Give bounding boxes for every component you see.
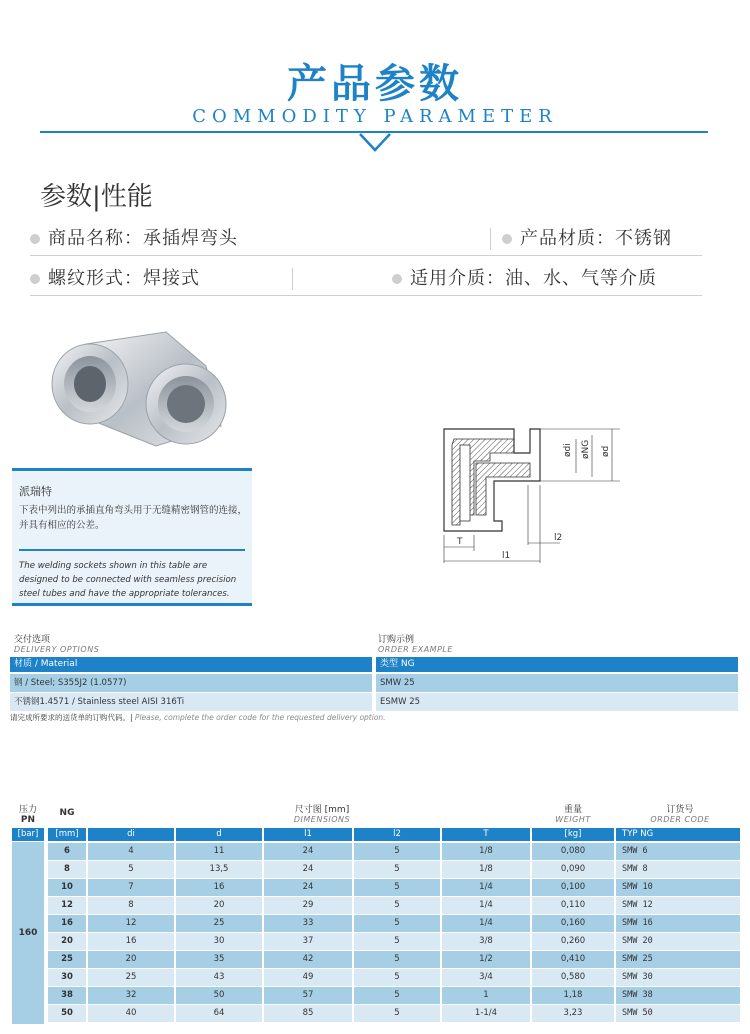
col-header-l2: l2 (354, 828, 440, 841)
pn-column (12, 842, 44, 1024)
table-row (48, 987, 740, 1004)
table-row (48, 861, 740, 878)
cell-ng: 16 (48, 915, 86, 932)
bullet-icon (502, 234, 512, 244)
cell-kg: 1,18 (532, 987, 614, 1004)
info-box-text-en: The welding sockets shown in this table are designed to be connected with seamless precision steel tubes and have the appropriate tolerances. (19, 561, 237, 599)
cell-t: 1/8 (442, 843, 530, 860)
delivery-row: 钢 / Steel; S355J2 (1.0577) (10, 674, 372, 692)
cell-d: 11 (176, 843, 262, 860)
product-image (46, 326, 236, 456)
label-d: ød (601, 445, 611, 457)
bullet-icon (30, 234, 40, 244)
cell-l1: 24 (264, 879, 352, 896)
param-medium: 适用介质：油、水、气等介质 (392, 264, 657, 290)
col-header-kg: [kg] (532, 828, 614, 841)
cell-di: 4 (88, 843, 174, 860)
table-row (48, 843, 740, 860)
cell-t: 1 (442, 987, 530, 1004)
cell-l2: 5 (354, 987, 440, 1004)
table-row (48, 879, 740, 896)
cell-l1: 37 (264, 933, 352, 950)
table-row (48, 915, 740, 932)
param-row-2 (30, 260, 702, 296)
cell-l1: 42 (264, 951, 352, 968)
ng-label: NG (59, 808, 75, 818)
chevron-down-icon (358, 133, 392, 153)
label-l2: l2 (554, 533, 563, 543)
cell-l1: 24 (264, 843, 352, 860)
bullet-icon (30, 274, 40, 284)
cell-l2: 5 (354, 915, 440, 932)
cell-ng: 38 (48, 987, 86, 1004)
cell-d: 25 (176, 915, 262, 932)
bullet-icon (392, 274, 402, 284)
order-header-bar: 类型 NG (376, 657, 738, 672)
cell-l2: 5 (354, 861, 440, 878)
dimensions-label-en: DIMENSIONS (293, 815, 351, 824)
cell-di: 25 (88, 969, 174, 986)
delivery-label-en: DELIVERY OPTIONS (14, 645, 100, 654)
cell-ng: 10 (48, 879, 86, 896)
cell-t: 1/4 (442, 897, 530, 914)
cell-l2: 5 (354, 933, 440, 950)
page-title: 产品参数 (287, 61, 463, 107)
delivery-row: 不锈钢1.4571 / Stainless steel AISI 316Ti (10, 693, 372, 711)
pn-label-en: PN (20, 815, 36, 825)
cell-code: SMW 50 (616, 1005, 740, 1022)
cell-code: SMW 12 (616, 897, 740, 914)
cell-d: 50 (176, 987, 262, 1004)
cell-ng: 30 (48, 969, 86, 986)
param-name: 商品名称：承插焊弯头 (30, 224, 238, 250)
table-row (48, 933, 740, 950)
weight-label-en: WEIGHT (555, 815, 591, 824)
cell-code: SMW 38 (616, 987, 740, 1004)
col-header-di: di (88, 828, 174, 841)
cell-code: SMW 16 (616, 915, 740, 932)
cell-code: SMW 25 (616, 951, 740, 968)
col-header-t: T (442, 828, 530, 841)
pn-label-cn: 压力 (18, 805, 37, 815)
cell-ng: 12 (48, 897, 86, 914)
cell-d: 20 (176, 897, 262, 914)
order-label-cn: 订购示例 (378, 635, 415, 645)
col-header-mm: [mm] (48, 828, 86, 841)
cell-di: 8 (88, 897, 174, 914)
param-separator (292, 268, 293, 290)
cell-ng: 25 (48, 951, 86, 968)
page-subtitle: COMMODITY PARAMETER (192, 106, 558, 127)
info-box-title: 派瑞特 (19, 485, 52, 498)
cell-l1: 29 (264, 897, 352, 914)
cell-kg: 0,160 (532, 915, 614, 932)
delivery-header-bar: 材质 / Material (10, 657, 372, 672)
delivery-label-cn: 交付选项 (14, 635, 51, 645)
cell-l2: 5 (354, 897, 440, 914)
cell-ng: 6 (48, 843, 86, 860)
info-box-text-cn: 下表中列出的承插直角弯头用于无缝精密钢管的连接，并具有相应的公差。 (19, 505, 248, 531)
cell-t: 1/4 (442, 915, 530, 932)
cell-kg: 0,110 (532, 897, 614, 914)
cell-code: SMW 8 (616, 861, 740, 878)
pn-value: 160 (18, 928, 38, 938)
cell-l2: 5 (354, 879, 440, 896)
cell-l2: 5 (354, 969, 440, 986)
param-thread: 螺纹形式：焊接式 (30, 264, 200, 290)
param-separator (490, 228, 491, 250)
order-code-label-en: ORDER CODE (650, 815, 710, 824)
weight-label-cn: 重量 (563, 805, 582, 815)
cell-kg: 0,080 (532, 843, 614, 860)
cell-di: 16 (88, 933, 174, 950)
label-l1: l1 (502, 551, 511, 561)
table-row (48, 969, 740, 986)
cell-kg: 3,23 (532, 1005, 614, 1022)
technical-drawing (430, 415, 630, 565)
cell-t: 3/4 (442, 969, 530, 986)
cell-l1: 33 (264, 915, 352, 932)
cell-d: 30 (176, 933, 262, 950)
dimensions-label-cn: 尺寸图 [mm] (294, 805, 350, 815)
cell-ng: 8 (48, 861, 86, 878)
cell-di: 7 (88, 879, 174, 896)
cell-di: 20 (88, 951, 174, 968)
cell-di: 32 (88, 987, 174, 1004)
col-header-typ: TYP NG (616, 828, 740, 841)
cell-di: 5 (88, 861, 174, 878)
label-ng: øNG (581, 439, 591, 459)
cell-d: 13,5 (176, 861, 262, 878)
cell-t: 3/8 (442, 933, 530, 950)
cell-kg: 0,410 (532, 951, 614, 968)
cell-kg: 0,100 (532, 879, 614, 896)
col-header-l1: l1 (264, 828, 352, 841)
order-code-label-cn: 订货号 (666, 805, 694, 815)
cell-l1: 57 (264, 987, 352, 1004)
section-title: 参数|性能 (40, 182, 153, 212)
cell-t: 1/8 (442, 861, 530, 878)
order-row: ESMW 25 (376, 693, 738, 711)
col-header-bar: [bar] (12, 828, 44, 841)
cell-di: 12 (88, 915, 174, 932)
cell-l1: 24 (264, 861, 352, 878)
cell-l1: 49 (264, 969, 352, 986)
info-box-divider (19, 549, 245, 551)
col-header-d: d (176, 828, 262, 841)
table-row (48, 951, 740, 968)
cell-code: SMW 20 (616, 933, 740, 950)
info-box (12, 468, 252, 606)
order-row: SMW 25 (376, 674, 738, 692)
cell-kg: 0,580 (532, 969, 614, 986)
label-di: ødi (563, 443, 573, 457)
table-row (48, 1005, 740, 1022)
cell-d: 16 (176, 879, 262, 896)
cell-t: 1/2 (442, 951, 530, 968)
cell-code: SMW 6 (616, 843, 740, 860)
cell-t: 1/4 (442, 879, 530, 896)
cell-code: SMW 30 (616, 969, 740, 986)
cell-d: 43 (176, 969, 262, 986)
cell-kg: 0,090 (532, 861, 614, 878)
label-t: T (457, 537, 463, 547)
param-row-1 (30, 220, 702, 256)
cell-t: 1-1/4 (442, 1005, 530, 1022)
cell-code: SMW 10 (616, 879, 740, 896)
cell-di: 40 (88, 1005, 174, 1022)
cell-d: 64 (176, 1005, 262, 1022)
param-material: 产品材质：不锈钢 (502, 224, 672, 250)
cell-kg: 0,260 (532, 933, 614, 950)
cell-ng: 20 (48, 933, 86, 950)
cell-d: 35 (176, 951, 262, 968)
order-note: 请完成所要求的送货单的订购代码。| Please, complete the order code for the requested delivery option. (10, 713, 386, 722)
cell-l2: 5 (354, 843, 440, 860)
cell-l2: 5 (354, 1005, 440, 1022)
order-label-en: ORDER EXAMPLE (378, 645, 453, 654)
cell-l1: 85 (264, 1005, 352, 1022)
cell-l2: 5 (354, 951, 440, 968)
table-row (48, 897, 740, 914)
cell-ng: 50 (48, 1005, 86, 1022)
